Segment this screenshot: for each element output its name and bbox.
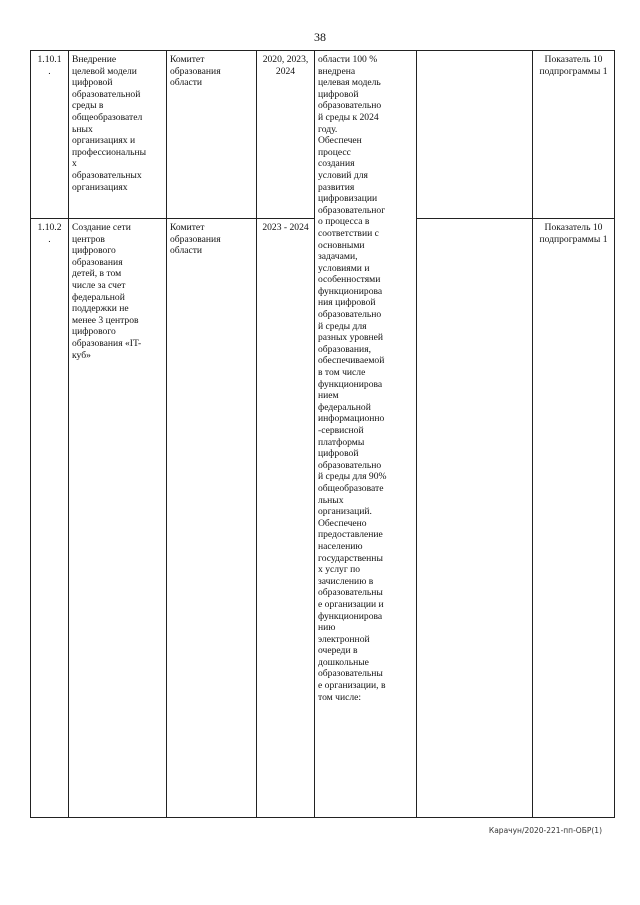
indicator-cell: Показатель 10 подпрограммы 1 xyxy=(533,219,615,818)
indicator-cell: Показатель 10 подпрограммы 1 xyxy=(533,51,615,219)
row-number: 1.10.2 . xyxy=(31,219,69,818)
activity-cell: Создание сети центров цифрового образования детей, в том числе за счет федеральной поддержки не менее 3 центров цифрового образования «IT- куб» xyxy=(69,219,167,818)
table-row xyxy=(31,51,615,219)
result-cell: области 100 % внедрена целевая модель цифровой образовательно й среды к 2024 году. Обеспечен процесс создания условий для развития цифровизации образовательног о процесса в соответствии с основными задачами, условиями и особенностями функционирова ния цифровой образовательно й среды для разных уровней образования, обеспечиваемой в том числе функционирова нием федеральной информационно -сервисной платформы цифровой образовательно й среды для 90% общеобразовате льных организаций. Обеспечено предоставление населению государственны х услуг по зачислению в образовательны е организации и функционирова нию электронной очереди в дошкольные образовательны е организации, в том числе: xyxy=(315,51,417,818)
executor-cell: Комитет образования области xyxy=(167,219,257,818)
empty-cell xyxy=(417,51,533,219)
page-number: 38 xyxy=(314,30,326,44)
program-table xyxy=(30,50,615,818)
row-number: 1.10.1 . xyxy=(31,51,69,219)
executor-cell: Комитет образования области xyxy=(167,51,257,219)
period-cell: 2020, 2023, 2024 xyxy=(257,51,315,219)
document-stamp: Карачун/2020-221-пп-ОБР(1) xyxy=(488,826,602,835)
period-cell: 2023 - 2024 xyxy=(257,219,315,818)
activity-cell: Внедрение целевой модели цифровой образовательной среды в общеобразовател ьных организациях и профессиональны х образовательных организациях xyxy=(69,51,167,219)
empty-cell xyxy=(417,219,533,818)
